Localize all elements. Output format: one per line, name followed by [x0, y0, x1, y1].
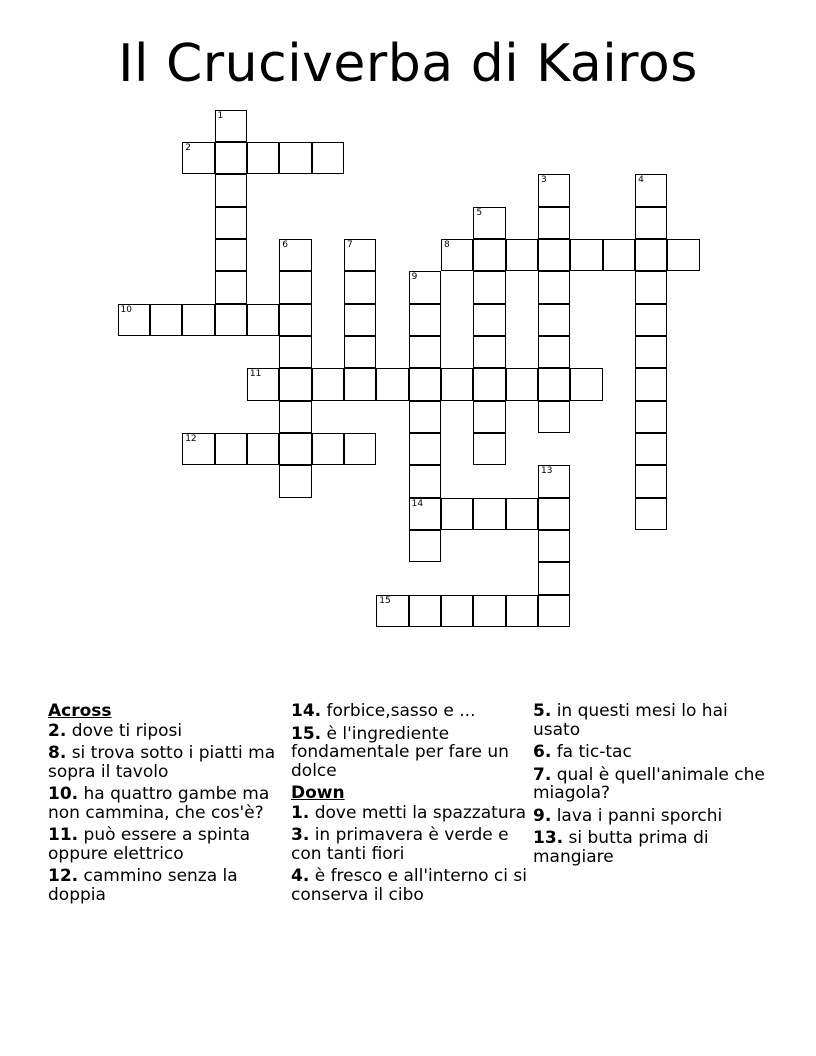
- clue-item-number: 5.: [533, 701, 552, 721]
- clue-column-2: [291, 702, 527, 908]
- grid-cell[interactable]: [409, 368, 441, 400]
- grid-cell[interactable]: [635, 174, 667, 206]
- clue-item-text: è l'ingrediente fondamentale per fare un dolce: [291, 723, 509, 781]
- grid-cell[interactable]: [635, 368, 667, 400]
- clue-item: [291, 725, 527, 781]
- grid-cell[interactable]: [635, 304, 667, 336]
- grid-cell[interactable]: [182, 433, 214, 465]
- clue-item: [48, 826, 284, 863]
- clue-column-3: [533, 702, 769, 870]
- clue-item-text: ha quattro gambe ma non cammina, che cos'è?: [48, 784, 270, 823]
- grid-cell[interactable]: [473, 207, 505, 239]
- clue-number: 9: [411, 272, 418, 283]
- grid-cell[interactable]: [538, 207, 570, 239]
- grid-cell[interactable]: [279, 142, 311, 174]
- grid-cell[interactable]: [279, 304, 311, 336]
- clue-item-text: in questi mesi lo hai usato: [533, 701, 728, 740]
- grid-cell[interactable]: [215, 271, 247, 303]
- grid-cell[interactable]: [182, 142, 214, 174]
- grid-cell[interactable]: [312, 368, 344, 400]
- clue-item-number: 3.: [291, 825, 310, 845]
- grid-cell[interactable]: [279, 368, 311, 400]
- clue-item-number: 14.: [291, 701, 322, 721]
- clue-number: 10: [120, 304, 132, 315]
- clue-item: [48, 867, 284, 904]
- grid-cell[interactable]: [279, 433, 311, 465]
- grid-cell[interactable]: [215, 207, 247, 239]
- grid-cell[interactable]: [247, 142, 279, 174]
- grid-cell[interactable]: [409, 271, 441, 303]
- clue-section-heading: Across: [48, 701, 112, 721]
- clue-item-text: può essere a spinta oppure elettrico: [48, 825, 251, 864]
- grid-cell[interactable]: [538, 595, 570, 627]
- clue-item-text: dove metti la spazzatura: [309, 802, 527, 823]
- grid-cell[interactable]: [409, 336, 441, 368]
- grid-cell[interactable]: [538, 368, 570, 400]
- grid-cell[interactable]: [409, 433, 441, 465]
- clue-item: [48, 722, 284, 741]
- grid-cell[interactable]: [409, 530, 441, 562]
- clue-number: 12: [185, 434, 197, 444]
- grid-cell[interactable]: [570, 368, 602, 400]
- grid-cell[interactable]: [376, 595, 408, 627]
- grid-cell[interactable]: [441, 498, 473, 530]
- grid-cell[interactable]: [215, 239, 247, 271]
- clue-item: [48, 744, 284, 781]
- clue-number: 8: [444, 239, 450, 250]
- grid-cell[interactable]: [473, 433, 505, 465]
- grid-cell[interactable]: [538, 530, 570, 562]
- grid-cell[interactable]: [473, 595, 505, 627]
- clue-number: 3: [541, 175, 547, 186]
- grid-cell[interactable]: [344, 368, 376, 400]
- grid-cell[interactable]: [150, 304, 182, 336]
- grid-cell[interactable]: [473, 271, 505, 303]
- grid-cell[interactable]: [182, 304, 214, 336]
- clue-item-text: si trova sotto i piatti ma sopra il tavolo: [48, 743, 276, 782]
- clue-item: [291, 702, 527, 721]
- grid-cell[interactable]: [635, 336, 667, 368]
- grid-cell[interactable]: [473, 304, 505, 336]
- clue-item-number: 4.: [291, 866, 310, 886]
- grid-cell[interactable]: [312, 433, 344, 465]
- grid-cell[interactable]: [473, 368, 505, 400]
- grid-cell[interactable]: [667, 239, 699, 271]
- clue-number: 14: [411, 498, 424, 509]
- clue-item: [48, 785, 284, 822]
- grid-cell[interactable]: [279, 271, 311, 303]
- grid-cell[interactable]: [473, 498, 505, 530]
- grid-cell[interactable]: [376, 368, 408, 400]
- clue-item-number: 7.: [533, 764, 552, 785]
- grid-cell[interactable]: [506, 239, 538, 271]
- grid-cell[interactable]: [473, 401, 505, 433]
- grid-cell[interactable]: [538, 174, 570, 206]
- grid-cell[interactable]: [344, 433, 376, 465]
- clue-item: [291, 867, 527, 904]
- clue-item-text: cammino senza la doppia: [48, 866, 238, 905]
- grid-cell[interactable]: [441, 368, 473, 400]
- clue-number: 5: [476, 207, 483, 218]
- clue-item-number: 2.: [48, 720, 67, 741]
- clue-item-number: 15.: [291, 723, 322, 744]
- clue-number: 6: [282, 239, 288, 250]
- clue-item-number: 6.: [533, 742, 552, 762]
- grid-cell[interactable]: [409, 401, 441, 433]
- grid-cell[interactable]: [247, 433, 279, 465]
- clue-item-number: 9.: [533, 805, 552, 826]
- clue-item: [291, 804, 527, 823]
- grid-cell[interactable]: [247, 368, 279, 400]
- clue-item-text: qual è quell'animale che miagola?: [533, 764, 765, 803]
- clue-item-number: 13.: [533, 828, 564, 848]
- grid-cell[interactable]: [538, 336, 570, 368]
- grid-cell[interactable]: [409, 465, 441, 497]
- clue-item-text: in primavera è verde e con tanti fiori: [291, 825, 509, 864]
- clue-number: 4: [638, 175, 644, 186]
- clue-item-text: fa tic-tac: [551, 742, 632, 762]
- grid-cell[interactable]: [409, 595, 441, 627]
- grid-cell[interactable]: [344, 304, 376, 336]
- grid-cell[interactable]: [635, 433, 667, 465]
- grid-cell[interactable]: [441, 595, 473, 627]
- clue-item-number: 11.: [48, 825, 79, 845]
- grid-cell[interactable]: [635, 498, 667, 530]
- grid-cell[interactable]: [215, 304, 247, 336]
- grid-cell[interactable]: [506, 368, 538, 400]
- grid-cell[interactable]: [247, 304, 279, 336]
- grid-cell[interactable]: [538, 304, 570, 336]
- grid-cell[interactable]: [538, 562, 570, 594]
- clue-number: 13: [541, 466, 553, 477]
- grid-cell[interactable]: [635, 401, 667, 433]
- grid-cell[interactable]: [538, 465, 570, 497]
- clue-item: [533, 702, 769, 739]
- clue-number: 2: [185, 142, 191, 153]
- grid-cell[interactable]: [215, 110, 247, 142]
- grid-cell[interactable]: [344, 271, 376, 303]
- clue-item-text: è fresco e all'interno ci si conserva il cibo: [291, 866, 527, 905]
- grid-cell[interactable]: [635, 271, 667, 303]
- grid-cell[interactable]: [635, 239, 667, 271]
- grid-cell[interactable]: [279, 239, 311, 271]
- grid-cell[interactable]: [118, 304, 150, 336]
- clue-number: 1: [217, 110, 224, 121]
- grid-cell[interactable]: [473, 336, 505, 368]
- clue-item-number: 10.: [48, 784, 79, 804]
- clue-item-number: 1.: [291, 802, 310, 823]
- grid-cell[interactable]: [538, 498, 570, 530]
- clue-item: [533, 743, 769, 762]
- grid-cell[interactable]: [473, 239, 505, 271]
- grid-cell[interactable]: [538, 271, 570, 303]
- clue-number: 15: [379, 595, 391, 606]
- grid-cell[interactable]: [312, 142, 344, 174]
- puzzle-title: Il Cruciverba di Kairos: [118, 34, 698, 94]
- grid-cell[interactable]: [344, 239, 376, 271]
- grid-cell[interactable]: [279, 336, 311, 368]
- clue-section-heading: Down: [291, 783, 345, 803]
- grid-cell[interactable]: [570, 239, 602, 271]
- grid-cell[interactable]: [279, 465, 311, 497]
- clue-number: 11: [249, 369, 262, 380]
- clue-item: [533, 829, 769, 866]
- grid-cell[interactable]: [441, 239, 473, 271]
- clue-item: [533, 766, 769, 803]
- grid-cell[interactable]: [506, 498, 538, 530]
- clue-item-text: forbice,sasso e ...: [321, 701, 476, 721]
- clue-item-text: dove ti riposi: [66, 720, 183, 741]
- clue-item: [291, 826, 527, 863]
- grid-cell[interactable]: [215, 174, 247, 206]
- grid-cell[interactable]: [506, 595, 538, 627]
- grid-cell[interactable]: [215, 433, 247, 465]
- clue-item-number: 12.: [48, 866, 79, 886]
- grid-cell[interactable]: [215, 142, 247, 174]
- clue-item-number: 8.: [48, 743, 67, 763]
- grid-cell[interactable]: [538, 239, 570, 271]
- clue-number: 7: [346, 239, 353, 250]
- grid-cell[interactable]: [344, 336, 376, 368]
- grid-cell[interactable]: [635, 465, 667, 497]
- grid-cell[interactable]: [409, 498, 441, 530]
- clue-item-text: si butta prima di mangiare: [533, 828, 709, 867]
- grid-cell[interactable]: [603, 239, 635, 271]
- grid-cell[interactable]: [409, 304, 441, 336]
- clue-item: [533, 807, 769, 826]
- clue-column-1: [48, 702, 284, 908]
- clue-item-text: lava i panni sporchi: [551, 805, 723, 826]
- grid-cell[interactable]: [635, 207, 667, 239]
- grid-cell[interactable]: [538, 401, 570, 433]
- grid-cell[interactable]: [279, 401, 311, 433]
